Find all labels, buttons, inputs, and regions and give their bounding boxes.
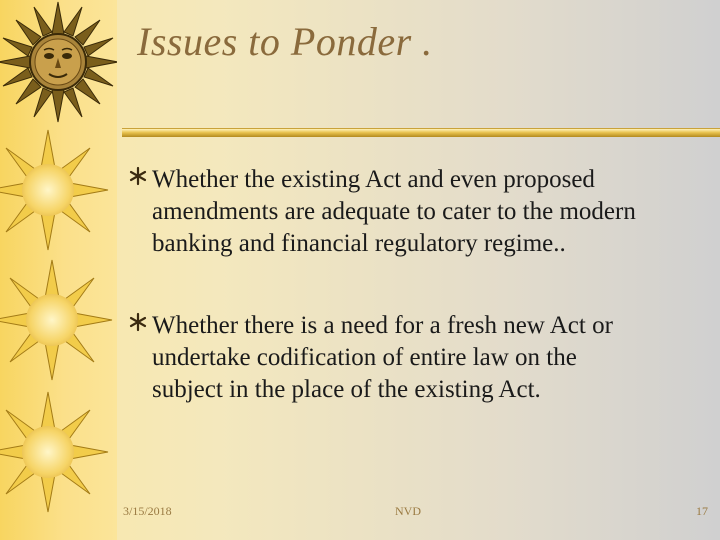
bullet-item <box>128 164 708 260</box>
slide-number: 17 <box>696 504 708 518</box>
bullet-line: subject in the place of the existing Act. <box>152 376 541 403</box>
sun-face-icon <box>0 2 117 122</box>
footer-text: NVD <box>395 504 421 518</box>
star-bullet-icon <box>128 166 148 186</box>
sun-icon <box>0 130 108 250</box>
bullet-line: undertake codification of entire law on the <box>152 344 577 371</box>
title-divider <box>122 128 720 136</box>
star-bullet-icon <box>128 312 148 332</box>
bullet-line: Whether the existing Act and even proposed <box>152 166 595 193</box>
bullet-line: Whether there is a need for a fresh new Act or <box>152 312 613 339</box>
sun-decoration <box>0 0 117 540</box>
bullet-line: amendments are adequate to cater to the modern <box>152 198 636 225</box>
sun-icon <box>0 392 108 512</box>
sun-icon <box>0 260 112 380</box>
bullet-line: banking and financial regulatory regime.. <box>152 230 566 257</box>
footer-date: 3/15/2018 <box>123 504 172 518</box>
bullet-item <box>128 310 708 406</box>
decorative-strip <box>0 0 117 540</box>
slide-title: Issues to Ponder . <box>137 19 433 64</box>
